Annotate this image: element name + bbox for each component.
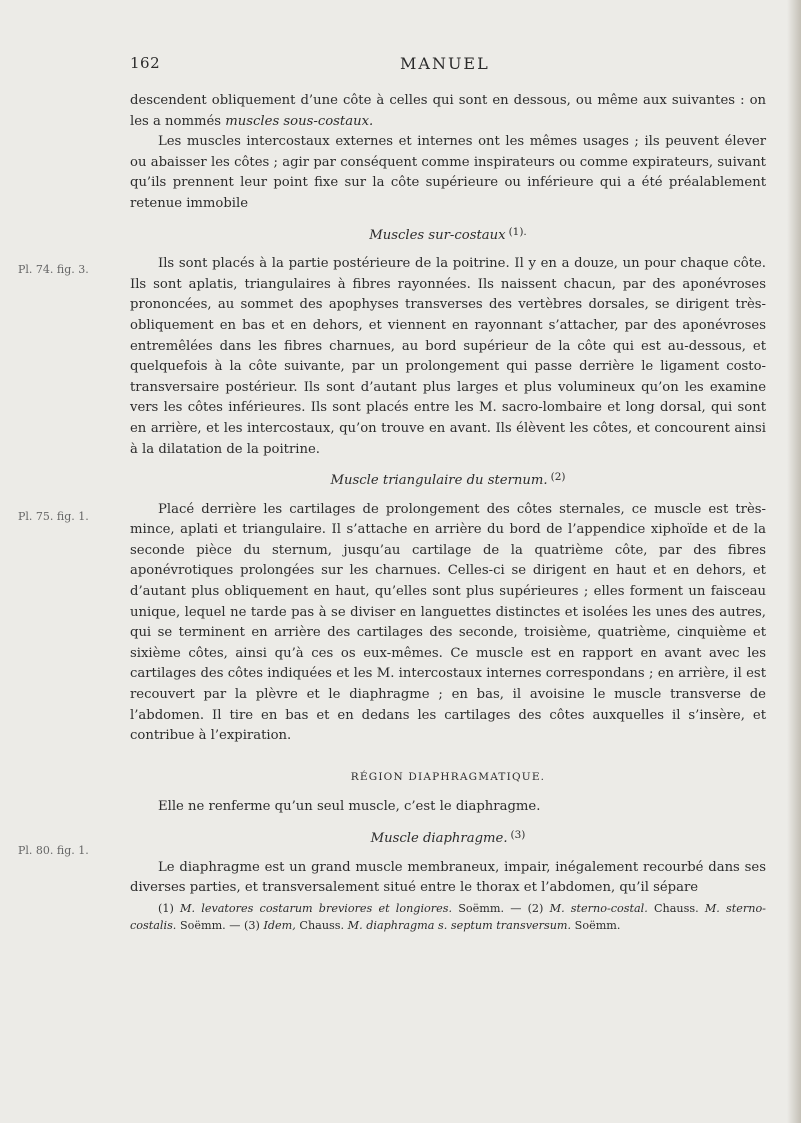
margin-note-plate-80: Pl. 80. fig. 1. <box>18 844 89 857</box>
page-number: 162 <box>130 54 161 72</box>
footnote-ref-1: (1). <box>508 225 527 238</box>
paragraph-5: Elle ne renferme qu’un seul muscle, c’est le diaphragme. <box>158 799 541 815</box>
section-heading: RÉGION DIAPHRAGMATIQUE. <box>350 770 546 783</box>
page-header <box>130 54 770 78</box>
footnotes <box>130 900 766 934</box>
footnote-text: (1) M. levatores costarum breviores et longiores. Soëmm. — (2) M. sterno-costal. Chauss. M. sterno-costalis. Soëmm. — (3) Idem, Chauss. M. diaphragma s. septum transversum. Soëmm. <box>130 902 766 932</box>
heading-triangulaire: Muscle triangulaire du sternum. $^{(2)}$ <box>330 471 566 489</box>
footnote-ref-3: (3) <box>510 829 526 841</box>
paragraph-6: Le diaphragme est un grand muscle membraneux, impair, inégalement recourbé dans ses diverses parties, et transversalement situé entre le thorax et l’abdomen, qu’il sépare <box>130 859 766 896</box>
heading-diaphragme: Muscle diaphragme. $^{(3)}$ <box>370 829 526 846</box>
heading-sur-costaux: Muscles sur-costaux $^{(1).}$ <box>369 225 527 243</box>
margin-note-plate-75: Pl. 75. fig. 1. <box>18 510 89 523</box>
page-edge-shadow <box>787 0 801 1123</box>
margin-note-plate-74: Pl. 74. fig. 3. <box>18 263 89 276</box>
main-text <box>130 91 766 899</box>
term-sous-costaux: muscles sous-costaux. <box>225 113 374 129</box>
footnote-ref-2: (2) <box>550 471 566 484</box>
paragraph-4: Placé derrière les cartilages de prolongement des côtes sternales, ce muscle est très-mince, aplati et triangulaire. Il s’attache en arrière du bord de l’appendice xiphoïde et de la seconde pièce du sternum, jusqu’au cartilage de la quatrième côte, par des fibres aponévrotiques prolongées sur les charnues. Celles-ci se dirigent en haut et en dehors, et d’autant plus obliquement en haut, qu’elles sont plus supérieures ; elles forment un faisceau unique, lequel ne tarde pas à se diviser en languettes distinctes et isolées les unes des autres, qui se terminent en arrière des cartilages des seconde, troisième, quatrième, cinquième et sixième côtes, ainsi qu’à ces os eux-mêmes. Ce muscle est en rapport en avant avec les cartilages des côtes indiquées et les M. intercostaux internes correspondans ; en arrière, il est recouvert par la plèvre et le diaphragme ; en bas, il avoisine le muscle transverse de l’abdomen. Il tire en bas et en dedans les cartilages des côtes auxquelles il s’insère, et contribue à l’expiration. <box>130 501 766 744</box>
paragraph-2: Les muscles intercostaux externes et internes ont les mêmes usages ; ils peuvent élever ou abaisser les côtes ; agir par conséquent comme inspirateurs ou comme expirateurs, suivant qu’ils prennent leur point fixe sur la côte supérieure ou inférieure qui a été préalablement retenue immobile <box>130 134 766 211</box>
paragraph-1: descendent obliquement d’une côte à celles qui sont en dessous, ou même aux suivantes : on les a nommés muscles sous-costaux. <box>130 93 766 129</box>
running-head: MANUEL <box>400 54 490 73</box>
paragraph-3: Ils sont placés à la partie postérieure de la poitrine. Il y en a douze, un pour chaque côte. Ils sont aplatis, triangulaires à fibres rayonnées. Ils naissent chacun, par des aponévroses prononcées, au sommet des apophyses transverses des vertèbres dorsales, se dirigent très-obliquement en bas et en dehors, et viennent en rayonnant s’attacher, par des aponévroses entremêlées dans les fibres charnues, au bord supérieur de la côte qui est au-dessous, et quelquefois à la côte suivante, par un prolongement qui passe derrière le ligament costo-transversaire postérieur. Ils sont d’autant plus larges et plus volumineux qu’on les examine vers les côtes inférieures. Ils sont placés entre les M. sacro-lombaire et long dorsal, qui sont en arrière, et les intercostaux, qu’on trouve en avant. Ils élèvent les côtes, et concourent ainsi à la dilatation de la poitrine. <box>130 256 766 457</box>
